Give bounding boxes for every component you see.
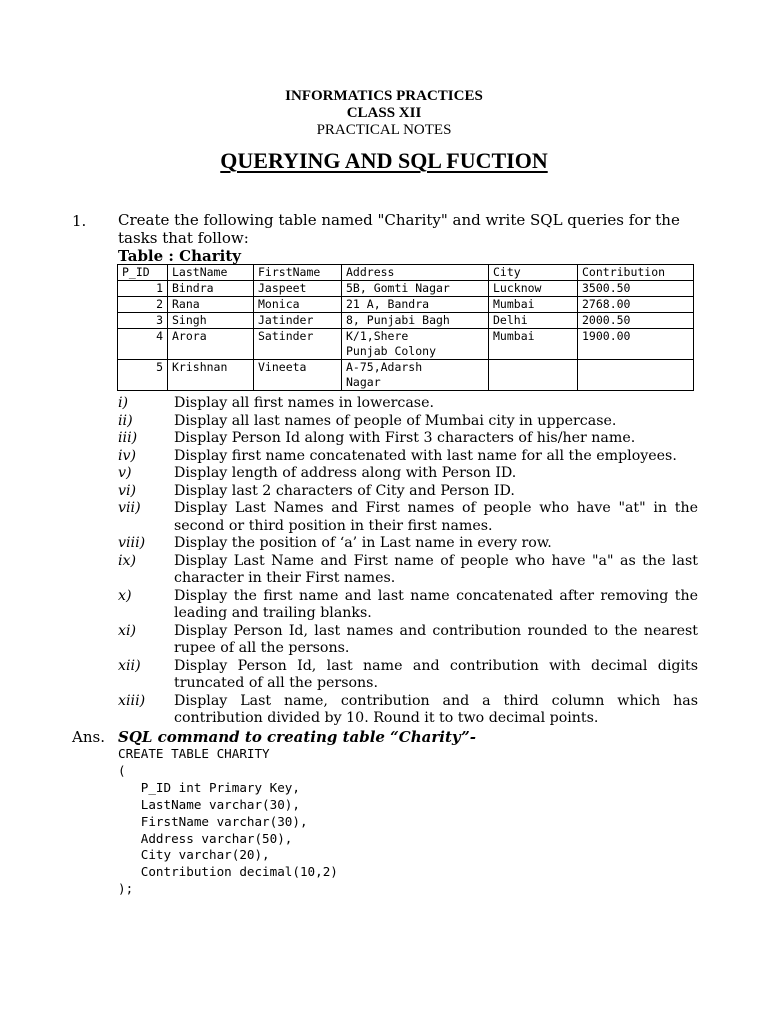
- question-text: Create the following table named "Charity" and write SQL queries for the tasks that follow:: [118, 211, 680, 247]
- cell-address: A-75,Adarsh Nagar: [342, 360, 489, 391]
- column-header-firstname: FirstName: [254, 265, 342, 281]
- task-number: v): [118, 465, 132, 481]
- cell-firstname: Monica: [254, 297, 342, 313]
- charity-table: [117, 264, 694, 391]
- cell-lastname: Arora: [168, 329, 254, 360]
- class-heading: CLASS XII: [346, 105, 422, 121]
- task-text: Display length of address along with Person ID.: [174, 465, 517, 481]
- list-item: [118, 535, 698, 553]
- cell-city: Delhi: [489, 313, 578, 329]
- column-header-lastname: LastName: [168, 265, 254, 281]
- question-number: 1.: [72, 212, 87, 230]
- task-text: Display Person Id along with First 3 characters of his/her name.: [174, 430, 636, 446]
- cell-firstname: Satinder: [254, 329, 342, 360]
- table-caption: Table : Charity: [118, 247, 241, 265]
- sql-code-block: CREATE TABLE CHARITY ( P_ID int Primary Key, LastName varchar(30), FirstName varchar(30), Address varchar(50), City varchar(20), Contribution decimal(10,2) );: [118, 746, 338, 897]
- task-number: iv): [118, 447, 137, 464]
- cell-pid: 4: [118, 329, 168, 360]
- list-item: [118, 693, 698, 728]
- task-text: Display first name concatenated with last name for all the employees.: [174, 447, 677, 464]
- task-text: Display all last names of people of Mumbai city in uppercase.: [174, 412, 617, 429]
- table-row: [118, 297, 694, 313]
- task-number: xii): [118, 657, 141, 674]
- list-item: [118, 465, 698, 483]
- list-item: [118, 413, 698, 431]
- answer-heading: SQL command to creating table “Charity”-: [118, 728, 477, 746]
- task-text: Display Last Names and First names of people who have "at" in the second or third position in their first names.: [174, 500, 698, 534]
- column-header-city: City: [489, 265, 578, 281]
- cell-pid: 2: [118, 297, 168, 313]
- task-list: [118, 395, 698, 728]
- table-row: [118, 313, 694, 329]
- task-text: Display Person Id, last names and contribution rounded to the nearest rupee of all the persons.: [174, 622, 698, 656]
- table-header-row: [118, 265, 694, 281]
- table-row: [118, 329, 694, 360]
- task-number: iii): [118, 430, 138, 446]
- list-item: [118, 658, 698, 693]
- cell-address: K/1,Shere Punjab Colony: [342, 329, 489, 360]
- task-number: vii): [118, 500, 141, 516]
- cell-contribution: 3500.50: [578, 281, 694, 297]
- task-number: viii): [118, 535, 146, 551]
- cell-city: Lucknow: [489, 281, 578, 297]
- cell-lastname: Singh: [168, 313, 254, 329]
- task-text: Display Last Name and First name of people who have "a" as the last character in their First names.: [174, 552, 698, 586]
- cell-contribution: [578, 360, 694, 391]
- cell-firstname: Jaspeet: [254, 281, 342, 297]
- table-row: [118, 360, 694, 391]
- notes-heading: PRACTICAL NOTES: [316, 122, 452, 138]
- cell-city: Mumbai: [489, 329, 578, 360]
- task-number: xi): [118, 622, 137, 639]
- task-text: Display Last name, contribution and a third column which has contribution divided by 10. Round it to two decimal points.: [174, 692, 698, 726]
- page-title: [0, 148, 768, 174]
- cell-firstname: Vineeta: [254, 360, 342, 391]
- cell-address: 5B, Gomti Nagar: [342, 281, 489, 297]
- cell-city: Mumbai: [489, 297, 578, 313]
- task-number: ix): [118, 552, 137, 569]
- task-number: x): [118, 587, 132, 604]
- answer-label: Ans.: [72, 728, 105, 746]
- cell-city: [489, 360, 578, 391]
- list-item: [118, 448, 698, 466]
- list-item: [118, 588, 698, 623]
- list-item: [118, 483, 698, 501]
- column-header-address: Address: [342, 265, 489, 281]
- cell-contribution: 2768.00: [578, 297, 694, 313]
- list-item: [118, 430, 698, 448]
- cell-lastname: Krishnan: [168, 360, 254, 391]
- cell-contribution: 1900.00: [578, 329, 694, 360]
- task-number: i): [118, 395, 129, 411]
- list-item: [118, 623, 698, 658]
- column-header-pid: P_ID: [118, 265, 168, 281]
- table-row: [118, 281, 694, 297]
- task-text: Display all first names in lowercase.: [174, 395, 434, 411]
- cell-lastname: Rana: [168, 297, 254, 313]
- cell-address: 8, Punjabi Bagh: [342, 313, 489, 329]
- cell-pid: 5: [118, 360, 168, 391]
- task-text: Display last 2 characters of City and Person ID.: [174, 482, 515, 499]
- cell-pid: 3: [118, 313, 168, 329]
- task-number: xiii): [118, 692, 146, 709]
- cell-firstname: Jatinder: [254, 313, 342, 329]
- task-text: Display Person Id, last name and contribution with decimal digits truncated of all the persons.: [174, 657, 698, 691]
- page-title-text: QUERYING AND SQL FUCTION: [220, 148, 548, 173]
- cell-pid: 1: [118, 281, 168, 297]
- list-item: [118, 553, 698, 588]
- cell-contribution: 2000.50: [578, 313, 694, 329]
- task-number: ii): [118, 412, 133, 429]
- column-header-contribution: Contribution: [578, 265, 694, 281]
- list-item: [118, 500, 698, 535]
- cell-lastname: Bindra: [168, 281, 254, 297]
- task-number: vi): [118, 482, 137, 499]
- task-text: Display the position of ‘a’ in Last name in every row.: [174, 535, 552, 551]
- list-item: [118, 395, 698, 413]
- subject-heading: INFORMATICS PRACTICES: [285, 88, 483, 104]
- task-text: Display the first name and last name concatenated after removing the leading and trailing blanks.: [174, 587, 698, 621]
- cell-address: 21 A, Bandra: [342, 297, 489, 313]
